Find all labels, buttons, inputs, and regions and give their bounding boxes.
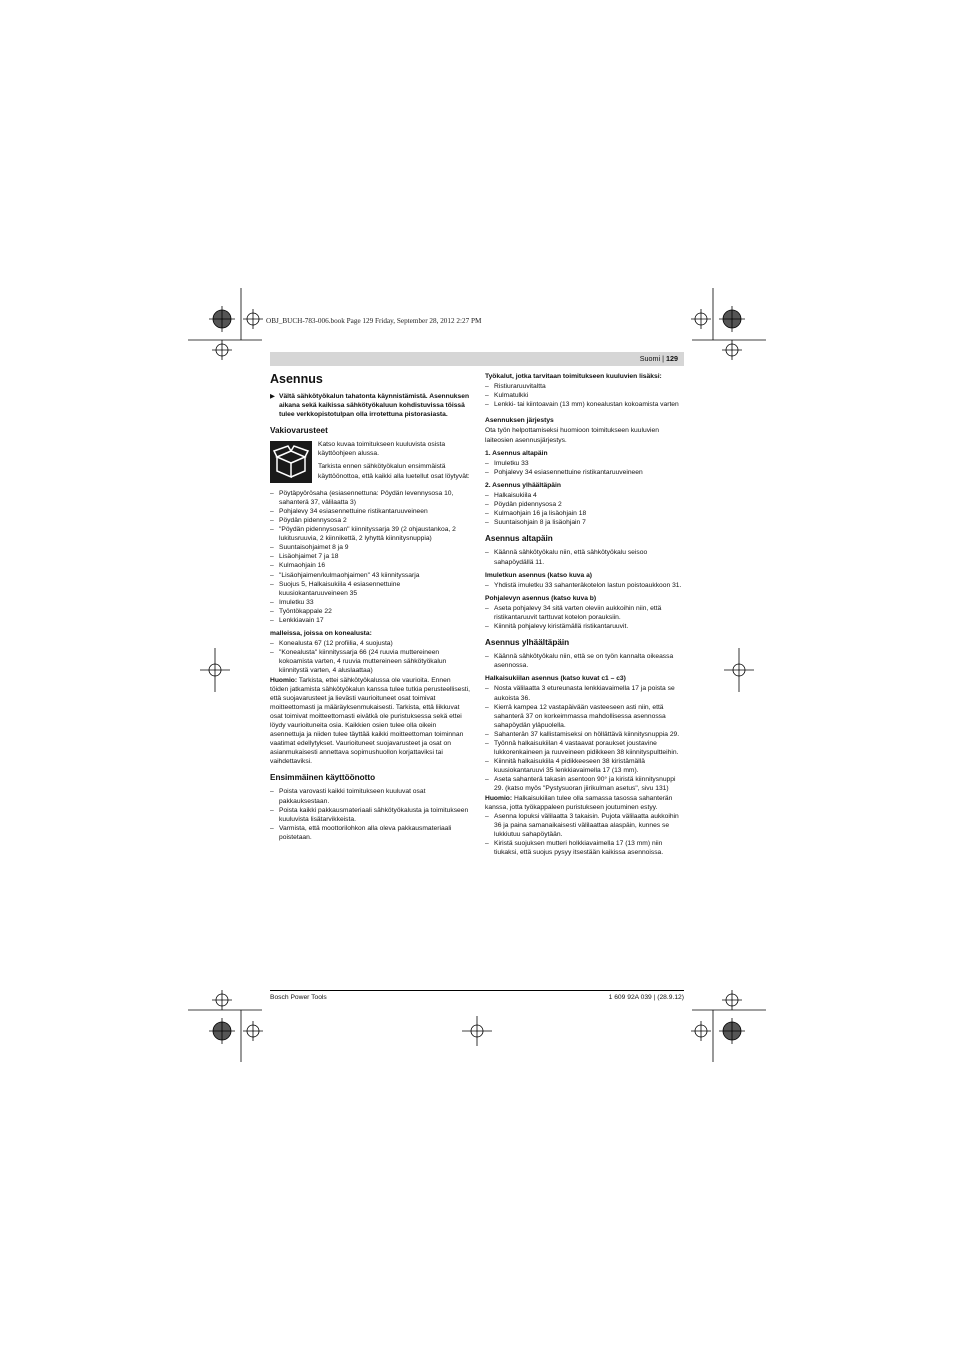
list-item xyxy=(485,604,684,622)
list-item xyxy=(270,806,470,824)
list-item-text: Ristiuraruuvitaltta xyxy=(494,383,546,391)
order-step-1-list xyxy=(485,459,684,477)
list-item-text: Kulmatulkki xyxy=(494,392,529,400)
above-heading: Asennus ylhäältäpäin xyxy=(485,638,570,648)
page-header xyxy=(270,352,684,366)
warning-text: Vältä sähkötyökalun tahatonta käynnistämistä. Asennuksen aikana sekä kaikissa sähkötyökaluun kohdistuvissa töissä tulee verkkopistotulpan olla irrotettuna pistorasiasta. xyxy=(279,393,470,419)
list-dash: – xyxy=(485,519,489,527)
page-number: 129 xyxy=(666,354,678,363)
list-item xyxy=(270,561,470,570)
list-dash: – xyxy=(485,501,489,509)
list-item-text: "Pöydän pidennysosan" kiinnityssarja 39 (2 ohjaustankoa, 2 lukitusruuvia, 2 kiinnikettä, 2 lyhyttä kiinnitysnuppia) xyxy=(279,526,456,543)
right-note-paragraph xyxy=(485,794,684,812)
model-items-list xyxy=(270,639,470,675)
list-item-text: "Lisäohjaimen/kulmaohjaimen" 43 kiinnityssarja xyxy=(279,571,420,579)
list-dash: – xyxy=(270,553,274,561)
header-language: Suomi xyxy=(639,354,661,363)
list-item-text: Kiristä suojuksen mutteri holkkiavaimella 17 (13 mm) niin tiukaksi, että suojus pysyy itsestään kaikissa asennoissa. xyxy=(494,840,664,857)
list-item-text: Lenkki- tai kiintoavain (13 mm) konealustan kokoamista varten xyxy=(494,401,679,409)
list-dash: – xyxy=(485,730,489,738)
list-item xyxy=(485,652,684,670)
list-item xyxy=(485,459,684,468)
package-box-icon xyxy=(270,441,312,483)
list-item xyxy=(485,839,684,857)
list-dash: – xyxy=(485,812,489,820)
right-note-text: Halkaisukiilan tulee olla samassa tasossa sahanterän kanssa, jotta työkappaleen puristukseen joutuminen estyy. xyxy=(485,794,673,811)
list-item xyxy=(485,730,684,739)
list-item xyxy=(485,518,684,527)
above-list xyxy=(485,652,684,670)
list-dash: – xyxy=(270,507,274,515)
list-dash: – xyxy=(485,776,489,784)
list-item-text: Käännä sähkötyökalu niin, että se on työn kannalta oikeassa asennossa. xyxy=(494,653,674,670)
list-item-text: Pöydän pidennysosa 2 xyxy=(494,501,562,509)
list-item-text: Suuntaisohjaimet 8 ja 9 xyxy=(279,544,349,552)
list-item-text: Varmista, että moottorilohkon alla oleva pakkausmateriaali poistetaan. xyxy=(279,824,452,841)
list-dash: – xyxy=(485,758,489,766)
list-dash: – xyxy=(270,489,274,497)
list-dash: – xyxy=(485,653,489,661)
list-dash: – xyxy=(485,623,489,631)
list-item-text: Kiinnitä pohjalevy kiristämällä ristikantaruuvit. xyxy=(494,623,629,631)
list-item-text: Työntökappale 22 xyxy=(279,607,332,615)
list-dash: – xyxy=(270,526,274,534)
list-item-text: Suojus 5, Halkaisukiila 4 esiasennettuine kuusiokantaruuveineen 35 xyxy=(279,580,401,597)
wedge-heading: Halkaisukiilan asennus (katso kuvat c1 – c3) xyxy=(485,675,626,683)
list-dash: – xyxy=(270,598,274,606)
list-item xyxy=(270,639,470,648)
page-title: Asennus xyxy=(270,372,323,386)
warning-triangle-icon: ▶ xyxy=(270,393,276,400)
safety-warning xyxy=(270,392,470,419)
note-paragraph xyxy=(270,676,470,767)
list-item xyxy=(270,598,470,607)
list-item-text: Kulmaohjain 16 xyxy=(279,562,326,570)
order-step-2-list xyxy=(485,491,684,527)
list-dash: – xyxy=(270,571,274,579)
list-item xyxy=(485,500,684,509)
models-heading: malleissa, joissa on konealusta: xyxy=(270,630,372,638)
list-item xyxy=(485,812,684,839)
list-dash: – xyxy=(270,806,274,814)
list-dash: – xyxy=(270,649,274,657)
list-dash: – xyxy=(485,459,489,467)
right-note-label: Huomio: xyxy=(485,794,513,802)
order-step-2: 2. Asennus ylhäältäpäin xyxy=(485,481,561,489)
list-item-text: Pöytäpyörösaha (esiasennettuna: Pöydän levennysosa 10, sahanterä 37, välilaatta 3) xyxy=(279,489,454,506)
list-dash: – xyxy=(485,492,489,500)
footer-rule xyxy=(270,990,684,991)
list-dash: – xyxy=(485,510,489,518)
standard-heading: Vakiovarusteet xyxy=(270,426,328,436)
standard-items-list xyxy=(270,489,470,625)
final-list xyxy=(485,812,684,857)
list-dash: – xyxy=(270,516,274,524)
list-dash: – xyxy=(485,840,489,848)
list-item xyxy=(485,757,684,775)
list-dash: – xyxy=(485,468,489,476)
list-item-text: Halkaisukiila 4 xyxy=(494,492,537,500)
list-item-text: Nosta välilaatta 3 etureunasta lenkkiavaimella 17 ja poista se aukoista 36. xyxy=(494,685,675,702)
list-dash: – xyxy=(485,703,489,711)
list-item xyxy=(270,616,470,625)
hose-heading: Imuletkun asennus (katso kuva a) xyxy=(485,571,593,579)
footer-doc-number: 1 609 92A 039 | (28.9.12) xyxy=(608,994,684,1001)
list-item-text: Lisäohjaimet 7 ja 18 xyxy=(279,553,339,561)
list-item xyxy=(485,581,684,590)
list-item-text: Poista kaikki pakkausmateriaali sähkötyökalusta ja toimitukseen kuuluvista lisätarvikkeista. xyxy=(279,806,469,823)
list-item xyxy=(485,509,684,518)
list-dash: – xyxy=(485,740,489,747)
left-column xyxy=(270,372,470,842)
order-step-1: 1. Asennus altapäin xyxy=(485,449,548,457)
list-item xyxy=(485,684,684,702)
icon-text-2: Tarkista ennen sähkötyökalun ensimmäistä käyttöönottoa, että kaikki alla luetellut osat löytyvät: xyxy=(318,463,470,480)
list-item xyxy=(485,775,684,793)
list-item-text: Sahanterän 37 kallistamiseksi on höllättävä kiinnitysnuppia 29. xyxy=(494,730,680,738)
list-item xyxy=(270,516,470,525)
hose-list xyxy=(485,581,684,590)
first-use-heading: Ensimmäinen käyttöönotto xyxy=(270,773,376,783)
list-dash: – xyxy=(485,549,489,557)
footer-brand: Bosch Power Tools xyxy=(270,994,327,1001)
list-item-text: Yhdistä imuletku 33 sahanteräkotelon lastun poistoaukkoon 31. xyxy=(494,581,682,589)
list-item xyxy=(485,391,684,400)
note-label: Huomio: xyxy=(270,676,298,684)
tools-heading: Työkalut, jotka tarvitaan toimitukseen kuuluvien lisäksi: xyxy=(485,373,662,380)
list-item xyxy=(485,382,684,391)
list-item xyxy=(270,607,470,616)
list-item xyxy=(485,468,684,477)
list-item xyxy=(270,648,470,675)
list-item xyxy=(270,824,470,842)
list-dash: – xyxy=(270,580,274,588)
list-item xyxy=(270,543,470,552)
list-item xyxy=(485,491,684,500)
base-heading: Pohjalevyn asennus (katso kuva b) xyxy=(485,594,597,602)
list-dash: – xyxy=(485,392,489,400)
list-item-text: Poista varovasti kaikki toimitukseen kuuluvat osat pakkauksestaan. xyxy=(279,788,426,805)
list-dash: – xyxy=(270,607,274,615)
list-item-text: Suuntaisohjain 8 ja lisäohjain 7 xyxy=(494,519,586,527)
list-item xyxy=(270,507,470,516)
base-list xyxy=(485,604,684,631)
icon-text-1: Katso kuvaa toimitukseen kuuluvista osista käyttöohjeen alussa. xyxy=(318,441,446,458)
list-item-text: Aseta sahanterä takasin asentoon 90° ja kiristä kiinnitysnuppi 29. (katso myös "Pystysuoran jiirikulman asetus", sivu 131) xyxy=(494,776,676,793)
list-item xyxy=(270,525,470,543)
list-item-text: Pohjalevy 34 esiasennettuine ristikantaruuveineen xyxy=(279,507,428,515)
list-item xyxy=(485,622,684,631)
list-item xyxy=(270,787,470,805)
below-list xyxy=(485,548,684,566)
list-item-text: Aseta pohjalevy 34 sitä varten oleviin aukkoihin niin, että ristikantaruuvit tarttuvat kotelon porauksiin. xyxy=(494,604,662,621)
list-item-text: Kiinnitä halkaisukiila 4 pidikkeeseen 38 kiristämällä kuusiokantaruuvi 35 lenkkiavaimella 17 (13 mm). xyxy=(494,758,645,775)
list-item-text: Kulmaohjain 16 ja lisäohjain 18 xyxy=(494,510,587,518)
list-item xyxy=(270,489,470,507)
list-item-text: Työnnä halkaisukiilan 4 vastaavat poraukset joustavine lukkorenkaineen ja ruuveineen pidikkeen 38 kiinnityspultteihin. xyxy=(494,740,679,757)
list-item xyxy=(270,580,470,598)
list-item xyxy=(270,552,470,561)
list-dash: – xyxy=(485,383,489,391)
list-dash: – xyxy=(270,640,274,648)
list-dash: – xyxy=(270,562,274,570)
right-column xyxy=(485,372,684,857)
order-text: Ota työn helpottamiseksi huomioon toimitukseen kuuluvien laiteosien asennusjärjestys. xyxy=(485,427,659,444)
list-item-text: Asenna lopuksi välilaatta 3 takaisin. Pujota välilaatta aukkoihin 36 ja paina samanaikaisesti välilaattaa alaspäin, kunnes se lukkiutuu sahapöytään. xyxy=(494,812,679,838)
list-item-text: Kierrä kampea 12 vastapäivään vasteeseen asti niin, että sahanterä 37 on korkeimmassa mahdollisessa asennossa sahapöydän yläpuolella. xyxy=(494,703,666,729)
list-dash: – xyxy=(485,401,489,409)
list-dash: – xyxy=(485,685,489,693)
list-item xyxy=(485,548,684,566)
list-item xyxy=(270,571,470,580)
list-item-text: Käännä sähkötyökalu niin, että sähkötyökalu seisoo sahapöydällä 11. xyxy=(494,549,648,566)
list-dash: – xyxy=(485,581,489,589)
list-item-text: Lenkkiavain 17 xyxy=(279,616,324,624)
list-item xyxy=(485,400,684,409)
list-dash: – xyxy=(485,604,489,612)
list-dash: – xyxy=(270,824,274,832)
note-text: Tarkista, ettei sähkötyökalussa ole vaurioita. Ennen töiden jatkamista sähkötyökalun kanssa tulee tutkia perusteellisesti, että suojavarusteet ja lievästi vaurioituneet osat toimivat moitteettomasti ja määräyksenmukaisesti. Tarkista, että liikkuvat osat toimivat moitteettomasti eivätkä ole puristuksessa sekä ettei löydy vaurioituneita osia. Kaikkien osien tulee olla oikein asennettuja ja niiden tulee täyttää kaikki moitteettoman toiminnan vaatimat edellytykset. Vaurioituneet suojavarusteet ja osat on asianmukaisesti annettava sopimushuollon korjattaviksi tai vaihdettaviksi. xyxy=(270,676,470,766)
print-info: OBJ_BUCH-783-006.book Page 129 Friday, September 28, 2012 2:27 PM xyxy=(266,317,482,325)
first-use-list xyxy=(270,787,470,842)
list-item xyxy=(485,739,684,757)
list-dash: – xyxy=(270,544,274,552)
header-separator: | xyxy=(662,354,664,363)
list-item-text: Pohjalevy 34 esiasennettuine ristikantaruuveineen xyxy=(494,468,643,476)
list-item-text: Pöydän pidennysosa 2 xyxy=(279,516,347,524)
list-item-text: "Konealusta" kiinnityssarja 66 (24 ruuvia muttereineen kokoamista varten, 4 ruuvia muttereineen sähkötyökalun kiinnitystä varten, 4 aluslaattaa) xyxy=(279,649,447,675)
list-dash: – xyxy=(270,788,274,796)
list-item xyxy=(485,703,684,730)
order-heading: Asennuksen järjestys xyxy=(485,417,554,425)
wedge-list xyxy=(485,684,684,793)
list-dash: – xyxy=(270,616,274,624)
list-item-text: Imuletku 33 xyxy=(279,598,314,606)
tools-list xyxy=(485,382,684,409)
list-item-text: Konealusta 67 (12 profiilia, 4 suojusta) xyxy=(279,640,393,648)
below-heading: Asennus altapäin xyxy=(485,534,553,544)
list-item-text: Imuletku 33 xyxy=(494,459,529,467)
